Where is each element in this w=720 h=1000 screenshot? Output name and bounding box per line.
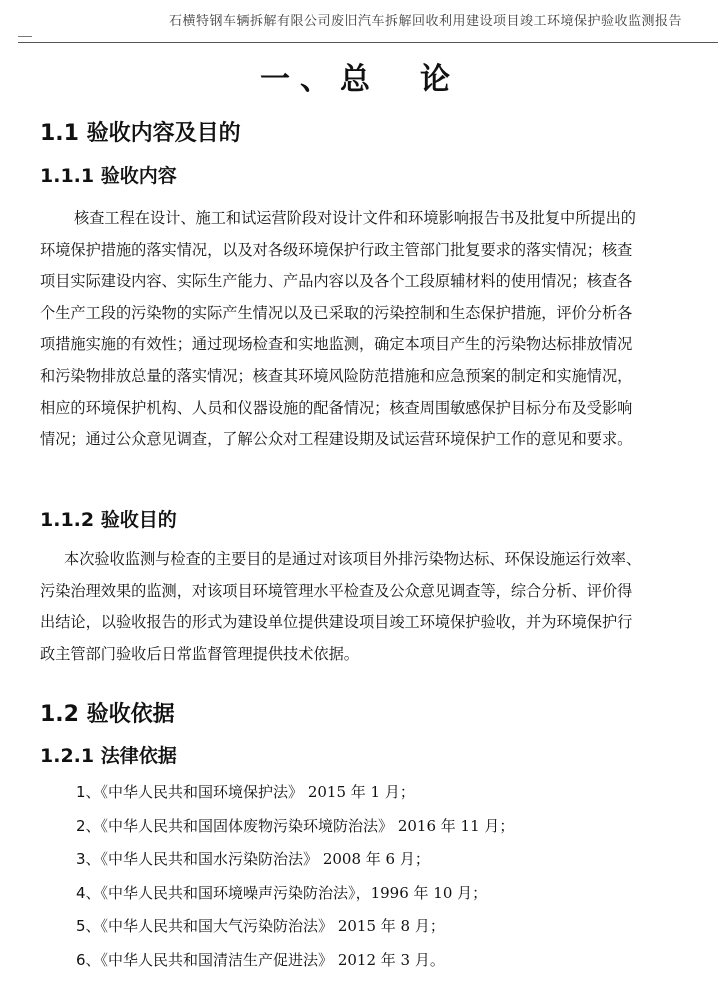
- law-list: [76, 778, 514, 980]
- law-date: 2008 年 6 月；: [318, 850, 430, 869]
- paragraph-line: 出结论，以验收报告的形式为建设单位提供建设项目竣工环境保护验收，并为环境保护行: [40, 613, 633, 632]
- paragraph-line: 核查工程在设计、施工和试运营阶段对设计文件和环境影响报告书及批复中所提出的: [74, 209, 636, 227]
- paragraph-line: 情况；通过公众意见调查，了解公众对工程建设期及试运营环境保护工作的意见和要求。: [40, 430, 633, 449]
- section-heading-1-1-1: 1.1.1 验收内容: [40, 165, 177, 187]
- paragraph-line: 相应的环境保护机构、人员和仪器设施的配备情况；核查周围敏感保护目标分布及受影响: [40, 398, 633, 417]
- section-heading-1-2: 1.2 验收依据: [40, 702, 175, 727]
- law-number: 5、: [76, 917, 101, 936]
- paragraph-acceptance-purpose: [40, 544, 710, 670]
- law-date: 2012 年 3 月。: [333, 950, 445, 969]
- paragraph-line: 和污染物排放总量的落实情况；核查其环境风险防范措施和应急预案的制定和实施情况，: [40, 366, 633, 385]
- paragraph-line: 政主管部门验收后日常监督管理提供技术依据。: [40, 644, 359, 663]
- law-number: 3、: [76, 850, 101, 869]
- law-list-item: [76, 778, 514, 812]
- paragraph-line: 环境保护措施的落实情况，以及对各级环境保护行政主管部门批复要求的落实情况；核查: [40, 240, 633, 259]
- law-list-item: [76, 812, 514, 846]
- paragraph-line: 个生产工段的污染物的实际产生情况以及已采取的污染控制和生态保护措施，评价分析各: [40, 303, 633, 322]
- law-date: 2016 年 11 月；: [393, 816, 515, 835]
- header-corner-mark: [18, 36, 32, 37]
- law-list-item: [76, 845, 514, 879]
- law-number: 2、: [76, 816, 101, 835]
- chapter-title: 一、总 论: [260, 62, 460, 97]
- section-heading-1-1-2: 1.1.2 验收目的: [40, 509, 177, 531]
- section-heading-1-1: 1.1 验收内容及目的: [40, 121, 241, 146]
- paragraph-line: 污染治理效果的监测，对该项目环境管理水平检查及公众意见调查等，综合分析、评价得: [40, 581, 633, 600]
- header-rule: [18, 42, 718, 43]
- law-name: 《中华人民共和国清洁生产促进法》: [100, 950, 334, 969]
- paragraph-line: 项措施实施的有效性；通过现场检查和实地监测，确定本项目产生的污染物达标排放情况: [40, 335, 633, 354]
- law-number: 1、: [76, 783, 101, 801]
- law-date: 2015 年 8 月；: [333, 917, 445, 936]
- law-list-item: [76, 879, 514, 913]
- law-list-item: [76, 912, 514, 946]
- law-name: 《中华人民共和国水污染防治法》: [100, 850, 319, 869]
- running-header-text: 石横特钢车辆拆解有限公司废旧汽车拆解回收利用建设项目竣工环境保护验收监测报告: [168, 14, 682, 29]
- law-number: 6、: [76, 950, 101, 969]
- law-name: 《中华人民共和国环境保护法》: [100, 783, 304, 801]
- law-number: 4、: [76, 883, 101, 902]
- law-date: ，1996 年 10 月；: [355, 883, 488, 902]
- section-heading-1-2-1: 1.2.1 法律依据: [40, 745, 177, 767]
- law-name: 《中华人民共和国环境噪声污染防治法》: [100, 883, 356, 902]
- paragraph-line: 项目实际建设内容、实际生产能力、产品内容以及各个工段原辅材料的使用情况；核查各: [40, 272, 633, 291]
- paragraph-line: 本次验收监测与检查的主要目的是通过对该项目外排污染物达标、环保设施运行效率、: [64, 550, 642, 568]
- law-name: 《中华人民共和国固体废物污染环境防治法》: [100, 816, 394, 835]
- law-date: 2015 年 1 月；: [303, 783, 415, 801]
- running-header: [0, 10, 720, 29]
- law-list-item: [76, 946, 514, 980]
- paragraph-acceptance-content: [40, 203, 710, 456]
- law-name: 《中华人民共和国大气污染防治法》: [100, 917, 334, 936]
